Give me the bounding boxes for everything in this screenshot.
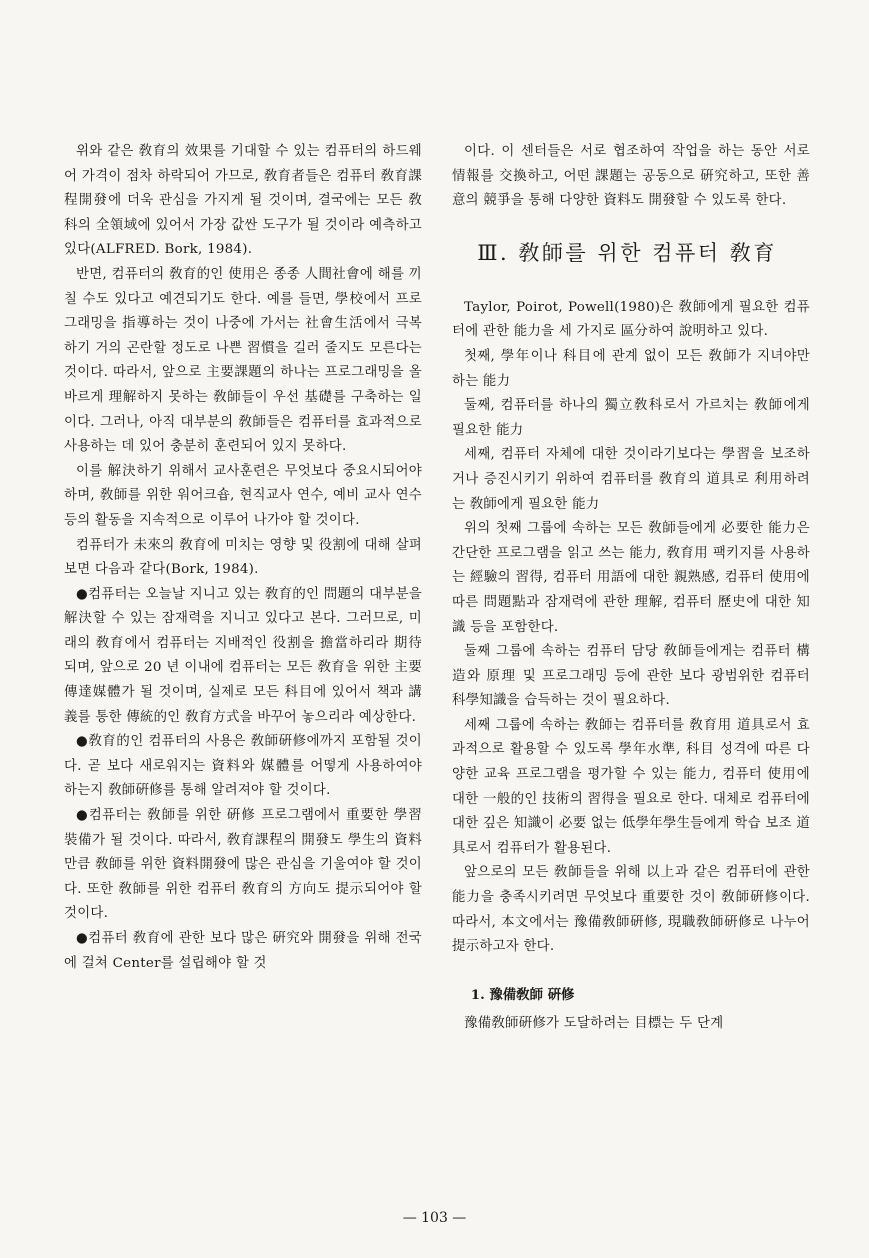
paragraph: 반면, 컴퓨터의 敎育的인 使用은 종종 人間社會에 해를 끼칠 수도 있다고 예견되기도 한다. 예를 들면, 學校에서 프로그래밍을 指導하는 것이 나중에 가서는 社會生活에서 극복하기 거의 곤란할 정도로 나쁜 習慣을 길러 줄지도 모른다는 것이다. 따라서, 앞으로 主要課題의 하나는 프로그래밍을 올바르게 理解하지 못하는 敎師들이 우선 基礎를 구축하는 일이다. 그러나, 아직 대부분의 敎師들은 컴퓨터를 효과적으로 사용하는 데 있어 충분히 훈련되어 있지 못하다. — [64, 266, 422, 455]
paragraph: 위의 첫째 그룹에 속하는 모든 敎師들에게 必要한 能力은 간단한 프로그램을 읽고 쓰는 能力, 敎育用 팩키지를 사용하는 經驗의 習得, 컴퓨터 用語에 대한 親熟感, 컴퓨터 使用에 따른 問題點과 잠재력에 관한 理解, 컴퓨터 歷史에 대한 知識 등을 포함한다. — [452, 521, 810, 635]
paragraph: 앞으로의 모든 敎師들을 위해 以上과 같은 컴퓨터에 관한 能力을 충족시키려면 무엇보다 重要한 것이 敎師硏修이다. 따라서, 本文에서는 豫備敎師硏修, 現職敎師硏修로 나누어 提示하고자 한다. — [452, 865, 810, 955]
subsection-heading: 1. 豫備敎師 硏修 — [470, 986, 575, 1003]
paragraph: 컴퓨터가 未來의 敎育에 미치는 영향 및 役割에 대해 살펴보면 다음과 같다(Bork, 1984). — [64, 537, 422, 578]
paragraph: 이다. 이 센터들은 서로 협조하여 작업을 하는 동안 서로 情報를 交換하고, 어떤 課題는 공동으로 硏究하고, 또한 善意의 競爭을 통해 다양한 資料도 開發할 수 있도록 한다. — [452, 144, 810, 209]
paragraph: ●컴퓨터 敎育에 관한 보다 많은 硏究와 開發을 위해 전국에 걸쳐 Center를 설립해야 할 것 — [64, 931, 422, 971]
page-number: — 103 — — [402, 1210, 467, 1226]
paragraph: 둘째, 컴퓨터를 하나의 獨立敎科로서 가르치는 敎師에게 필요한 能力 — [452, 398, 810, 438]
paragraph: 세째, 컴퓨터 자체에 대한 것이라기보다는 學習을 보조하거나 증진시키기 위하여 컴퓨터를 敎育의 道具로 利用하려는 敎師에게 필요한 能力 — [452, 447, 810, 512]
paragraph: 이를 解決하기 위해서 교사훈련은 무엇보다 중요시되어야 하며, 敎師를 위한 워어크숍, 현직교사 연수, 예비 교사 연수 등의 활동을 지속적으로 이루어 나가야 할 것이다. — [64, 463, 422, 528]
paragraph: 세째 그룹에 속하는 敎師는 컴퓨터를 敎育用 道具로서 효과적으로 활용할 수 있도록 學年水準, 科目 성격에 따른 다양한 교육 프로그램을 평가할 수 있는 能力, 컴퓨터 使用에 대한 一般的인 技術의 習得을 필요로 한다. 대체로 컴퓨터에 대한 깊은 知識이 必要 없는 低學年學生들에게 학습 보조 道具로서 컴퓨터가 활용된다. — [452, 717, 810, 856]
paragraph: ●컴퓨터는 오늘날 지니고 있는 敎育的인 問題의 대부분을 解決할 수 있는 잠재력을 지니고 있다고 본다. 그러므로, 미래의 敎育에서 컴퓨터는 지배적인 役割을 擔當하리라 期待되며, 앞으로 20 년 이내에 컴퓨터는 모든 敎育을 위한 主要傳達媒體가 될 것이며, 실제로 모든 科目에 있어서 책과 講義를 통한 傳統的인 敎育方式을 바꾸어 놓으리라 예상한다. — [64, 586, 422, 725]
paragraph: 위와 같은 敎育의 效果를 기대할 수 있는 컴퓨터의 하드웨어 가격이 점차 하락되어 가므로, 敎育者들은 컴퓨터 敎育課程開發에 더욱 관심을 가지게 될 것이며, 결국에는 모든 敎科의 全領域에 있어서 가장 값싼 도구가 될 것이라 예측하고 있다(ALFRED. Bork, 1984). — [64, 144, 422, 258]
paragraph: 豫備敎師硏修가 도달하려는 目標는 두 단계 — [464, 1015, 724, 1031]
paragraph: Taylor, Poirot, Powell(1980)은 敎師에게 필요한 컴퓨터에 관한 能力을 세 가지로 區分하여 說明하고 있다. — [452, 299, 810, 340]
left-column — [64, 140, 422, 976]
paragraph: ●컴퓨터는 敎師를 위한 硏修 프로그램에서 重要한 學習裝備가 될 것이다. 따라서, 敎育課程의 開發도 學生의 資料만큼 敎師를 위한 資料開發에 많은 관심을 기울여야 할 것이다. 또한 敎師를 위한 컴퓨터 敎育의 方向도 提示되어야 할 것이다. — [64, 808, 422, 922]
paragraph: 둘째 그룹에 속하는 컴퓨터 담당 敎師들에게는 컴퓨터 構造와 原理 및 프로그래밍 등에 관한 보다 광범위한 컴퓨터 科學知識을 습득하는 것이 필요하다. — [452, 644, 810, 709]
right-column — [452, 140, 810, 1036]
paragraph: ●敎育的인 컴퓨터의 사용은 敎師硏修에까지 포함될 것이다. 곧 보다 새로워지는 資料와 媒體를 어떻게 사용하여야 하는지 敎師硏修를 통해 알려져야 할 것이다. — [64, 734, 422, 799]
paragraph: 첫째, 學年이나 科目에 관계 없이 모든 敎師가 지녀야만 하는 能力 — [452, 348, 810, 389]
section-heading: Ⅲ. 敎師를 위한 컴퓨터 敎育 — [477, 240, 777, 265]
